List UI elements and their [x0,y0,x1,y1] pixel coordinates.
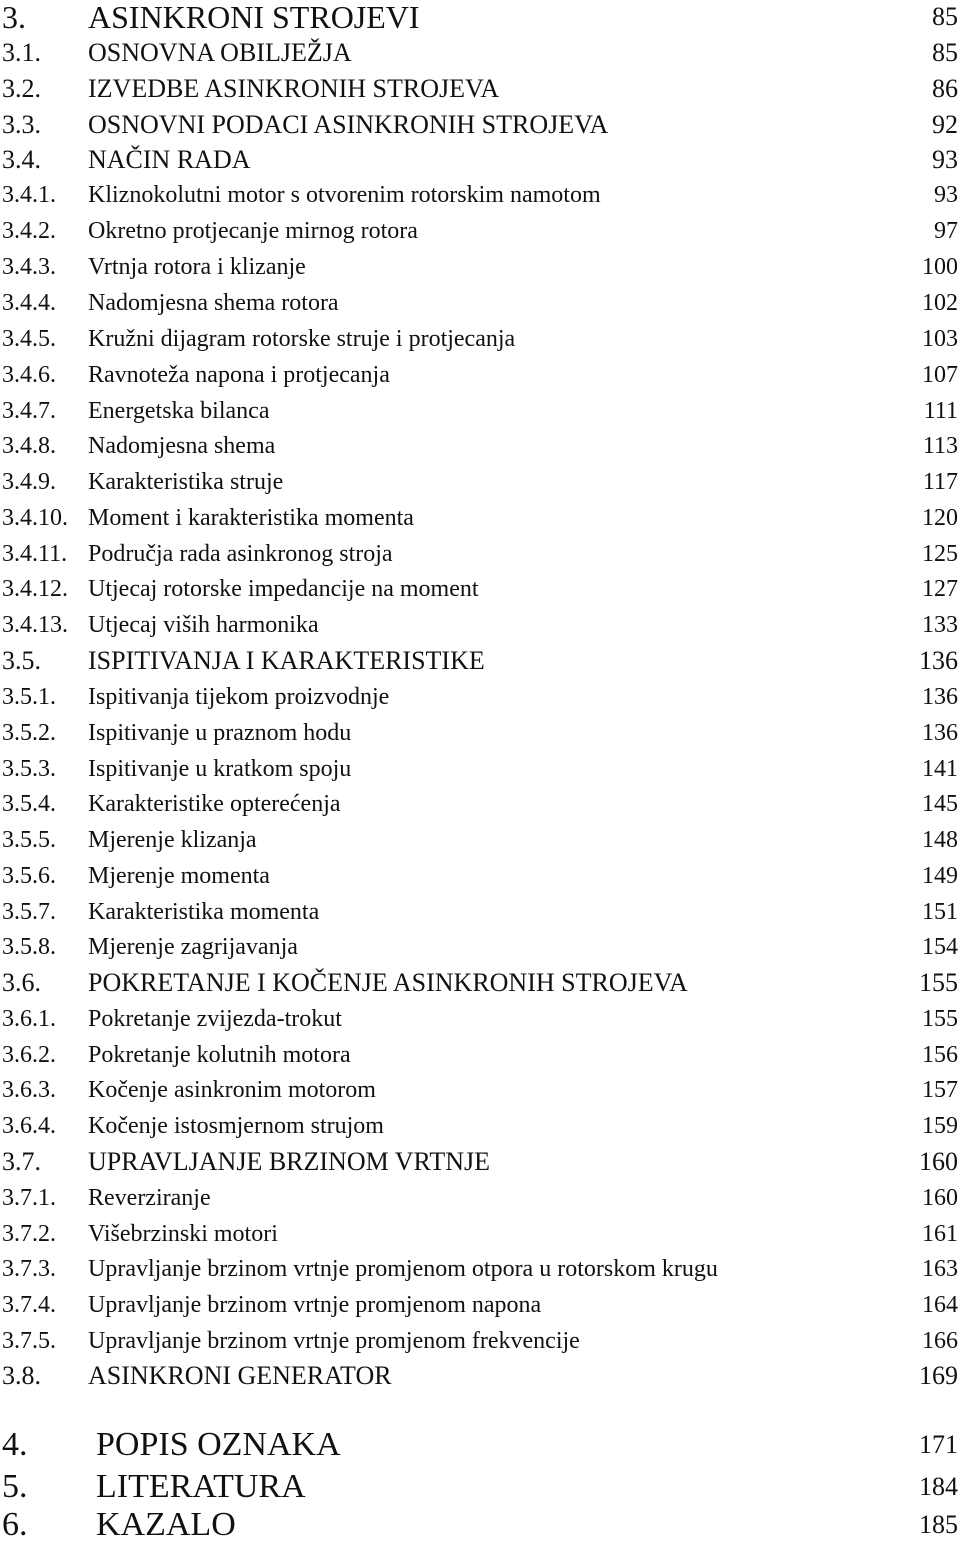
entry-title: ASINKRONI STROJEVI [88,0,420,35]
entry-title: Kliznokolutni motor s otvorenim rotorskim namotom [88,182,601,208]
entry-page: 120 [922,505,958,531]
entry-page: 125 [922,541,958,567]
entry-title: NAČIN RADA [88,145,251,174]
toc-entry-section[interactable] [0,1359,960,1393]
toc-entry-subsection[interactable] [0,1324,960,1358]
entry-number: 3.7.5. [2,1328,56,1354]
toc-entry-subsection[interactable] [0,1002,960,1036]
entry-title: POPIS OZNAKA [96,1426,341,1463]
entry-title: OSNOVNI PODACI ASINKRONIH STROJEVA [88,110,609,139]
entry-page: 145 [922,791,958,817]
entry-page: 184 [919,1472,958,1501]
toc-entry-subsection[interactable] [0,823,960,857]
entry-page: 141 [922,756,958,782]
entry-page: 113 [922,433,958,459]
entry-number: 5. [2,1468,28,1505]
toc-entry-subsection[interactable] [0,572,960,606]
toc-entry-section[interactable] [0,72,960,106]
entry-number: 3.5.4. [2,791,56,817]
entry-page: 159 [922,1113,958,1139]
entry-page: 136 [922,720,958,746]
entry-number: 3.4.11. [2,541,68,567]
entry-title: Višebrzinski motori [88,1221,278,1247]
toc-entry-section[interactable] [0,143,960,177]
entry-number: 3.5.8. [2,934,56,960]
entry-title: Karakteristika struje [88,469,284,495]
toc-entry-subsection[interactable] [0,537,960,571]
entry-number: 3.6.4. [2,1113,56,1139]
entry-number: 3.2. [2,74,41,103]
toc-entry-subsection[interactable] [0,286,960,320]
entry-title: POKRETANJE I KOČENJE ASINKRONIH STROJEVA [88,968,688,997]
entry-page: 85 [932,38,958,67]
entry-title: IZVEDBE ASINKRONIH STROJEVA [88,74,500,103]
entry-page: 155 [919,968,958,997]
entry-number: 3.4.3. [2,254,56,280]
entry-number: 3.4.9. [2,469,56,495]
entry-page: 160 [919,1147,958,1176]
entry-number: 3.5.6. [2,863,56,889]
entry-number: 3. [2,0,26,35]
entry-title: Mjerenje momenta [88,863,270,889]
toc-entry-subsection[interactable] [0,322,960,356]
toc-entry-subsection[interactable] [0,250,960,284]
toc-entry-section[interactable] [0,1145,960,1179]
entry-number: 3.5.7. [2,899,56,925]
entry-number: 3.6.1. [2,1006,56,1032]
entry-number: 3.4.2. [2,218,56,244]
entry-page: 149 [922,863,958,889]
entry-page: 154 [922,934,958,960]
toc-entry-section[interactable] [0,36,960,70]
entry-title: Mjerenje klizanja [88,827,257,853]
entry-number: 3.7.2. [2,1221,56,1247]
toc-entry-subsection[interactable] [0,680,960,714]
entry-title: OSNOVNA OBILJEŽJA [88,38,352,67]
entry-page: 163 [922,1256,958,1282]
entry-number: 3.7.4. [2,1292,56,1318]
toc-entry-subsection[interactable] [0,716,960,750]
entry-page: 93 [932,145,958,174]
entry-title: Upravljanje brzinom vrtnje promjenom otpora u rotorskom krugu [88,1256,718,1282]
toc-entry-chapter[interactable] [0,1470,960,1504]
entry-number: 3.4.4. [2,290,56,316]
entry-page: 100 [922,254,958,280]
entry-number: 3.4.1. [2,182,56,208]
entry-number: 3.3. [2,110,41,139]
entry-page: 107 [922,362,958,388]
toc-entry-subsection[interactable] [0,752,960,786]
entry-page: 151 [922,899,958,925]
entry-page: 148 [922,827,958,853]
toc-entry-subsection[interactable] [0,178,960,212]
entry-page: 103 [922,326,958,352]
toc-entry-subsection[interactable] [0,1073,960,1107]
entry-page: 155 [922,1006,958,1032]
entry-page: 97 [934,218,958,244]
entry-number: 3.5.1. [2,684,56,710]
entry-title: Ispitivanje u kratkom spoju [88,756,352,782]
entry-number: 3.7.3. [2,1256,56,1282]
entry-title: ISPITIVANJA I KARAKTERISTIKE [88,646,485,675]
entry-page: 86 [932,74,958,103]
entry-number: 6. [2,1506,28,1543]
toc-entry-chapter[interactable] [0,0,960,34]
entry-number: 3.4.5. [2,326,56,352]
entry-page: 102 [922,290,958,316]
entry-title: Područja rada asinkronog stroja [88,541,393,567]
entry-page: 92 [932,110,958,139]
entry-title: Ispitivanja tijekom proizvodnje [88,684,390,710]
toc-entry-subsection[interactable] [0,1109,960,1143]
entry-title: Pokretanje zvijezda-trokut [88,1006,342,1032]
entry-page: 93 [934,182,958,208]
toc-entry-subsection[interactable] [0,429,960,463]
toc-entry-subsection[interactable] [0,465,960,499]
toc-entry-subsection[interactable] [0,608,960,642]
entry-page: 136 [922,684,958,710]
entry-page: 169 [919,1361,958,1390]
entry-number: 3.7. [2,1147,41,1176]
entry-page: 185 [919,1510,958,1539]
toc-entry-subsection[interactable] [0,358,960,392]
entry-page: 161 [922,1221,958,1247]
toc-entry-subsection[interactable] [0,930,960,964]
toc-entry-subsection[interactable] [0,1252,960,1286]
toc-entry-subsection[interactable] [0,1181,960,1215]
toc-entry-section[interactable] [0,108,960,142]
entry-number: 3.6. [2,968,41,997]
entry-number: 3.8. [2,1361,41,1390]
toc-entry-subsection[interactable] [0,787,960,821]
entry-number: 3.5.5. [2,827,56,853]
entry-title: ASINKRONI GENERATOR [88,1361,392,1390]
entry-title: Moment i karakteristika momenta [88,505,414,531]
entry-title: Ravnoteža napona i protjecanja [88,362,390,388]
toc-entry-subsection[interactable] [0,1288,960,1322]
entry-page: 156 [922,1042,958,1068]
entry-title: Kočenje istosmjernom strujom [88,1113,384,1139]
entry-title: Nadomjesna shema [88,433,276,459]
entry-title: Mjerenje zagrijavanja [88,934,298,960]
entry-title: Reverziranje [88,1185,211,1211]
entry-page: 171 [919,1430,958,1459]
entry-number: 3.5. [2,646,41,675]
toc-entry-subsection[interactable] [0,1217,960,1251]
entry-page: 160 [922,1185,958,1211]
entry-page: 136 [919,646,958,675]
toc-entry-chapter[interactable] [0,1428,960,1462]
entry-page: 157 [922,1077,958,1103]
entry-title: Kružni dijagram rotorske struje i protjecanja [88,326,516,352]
entry-number: 3.4.8. [2,433,56,459]
entry-page: 127 [922,576,958,602]
entry-number: 3.4.6. [2,362,56,388]
entry-title: Pokretanje kolutnih motora [88,1042,351,1068]
entry-number: 3.4.10. [2,505,68,531]
entry-number: 3.7.1. [2,1185,56,1211]
entry-title: Upravljanje brzinom vrtnje promjenom napona [88,1292,542,1318]
entry-page: 85 [932,2,958,31]
entry-title: Nadomjesna shema rotora [88,290,339,316]
entry-number: 3.4.7. [2,398,56,424]
entry-number: 3.5.3. [2,756,56,782]
entry-page: 117 [922,469,958,495]
entry-title: UPRAVLJANJE BRZINOM VRTNJE [88,1147,490,1176]
toc-entry-subsection[interactable] [0,214,960,248]
entry-page: 166 [922,1328,958,1354]
entry-number: 3.6.2. [2,1042,56,1068]
entry-number: 3.4.13. [2,612,68,638]
toc-entry-subsection[interactable] [0,394,960,428]
toc-entry-subsection[interactable] [0,501,960,535]
entry-page: 133 [922,612,958,638]
toc-entry-subsection[interactable] [0,895,960,929]
entry-title: Karakteristika momenta [88,899,320,925]
entry-title: Utjecaj rotorske impedancije na moment [88,576,479,602]
toc-entry-subsection[interactable] [0,859,960,893]
toc-entry-chapter[interactable] [0,1508,960,1542]
entry-title: Vrtnja rotora i klizanje [88,254,306,280]
entry-number: 4. [2,1426,28,1463]
toc-entry-section[interactable] [0,966,960,1000]
entry-title: Utjecaj viših harmonika [88,612,319,638]
entry-title: Energetska bilanca [88,398,270,424]
entry-title: Kočenje asinkronim motorom [88,1077,376,1103]
entry-page: 111 [923,398,958,424]
entry-number: 3.6.3. [2,1077,56,1103]
entry-number: 3.4.12. [2,576,68,602]
entry-number: 3.5.2. [2,720,56,746]
entry-number: 3.4. [2,145,41,174]
toc-entry-section[interactable] [0,644,960,678]
toc-entry-subsection[interactable] [0,1038,960,1072]
entry-title: Upravljanje brzinom vrtnje promjenom frekvencije [88,1328,580,1354]
entry-title: Karakteristike opterećenja [88,791,341,817]
entry-title: Ispitivanje u praznom hodu [88,720,352,746]
entry-title: Okretno protjecanje mirnog rotora [88,218,418,244]
entry-title: LITERATURA [96,1468,306,1505]
entry-title: KAZALO [96,1506,236,1543]
entry-number: 3.1. [2,38,41,67]
entry-page: 164 [922,1292,958,1318]
